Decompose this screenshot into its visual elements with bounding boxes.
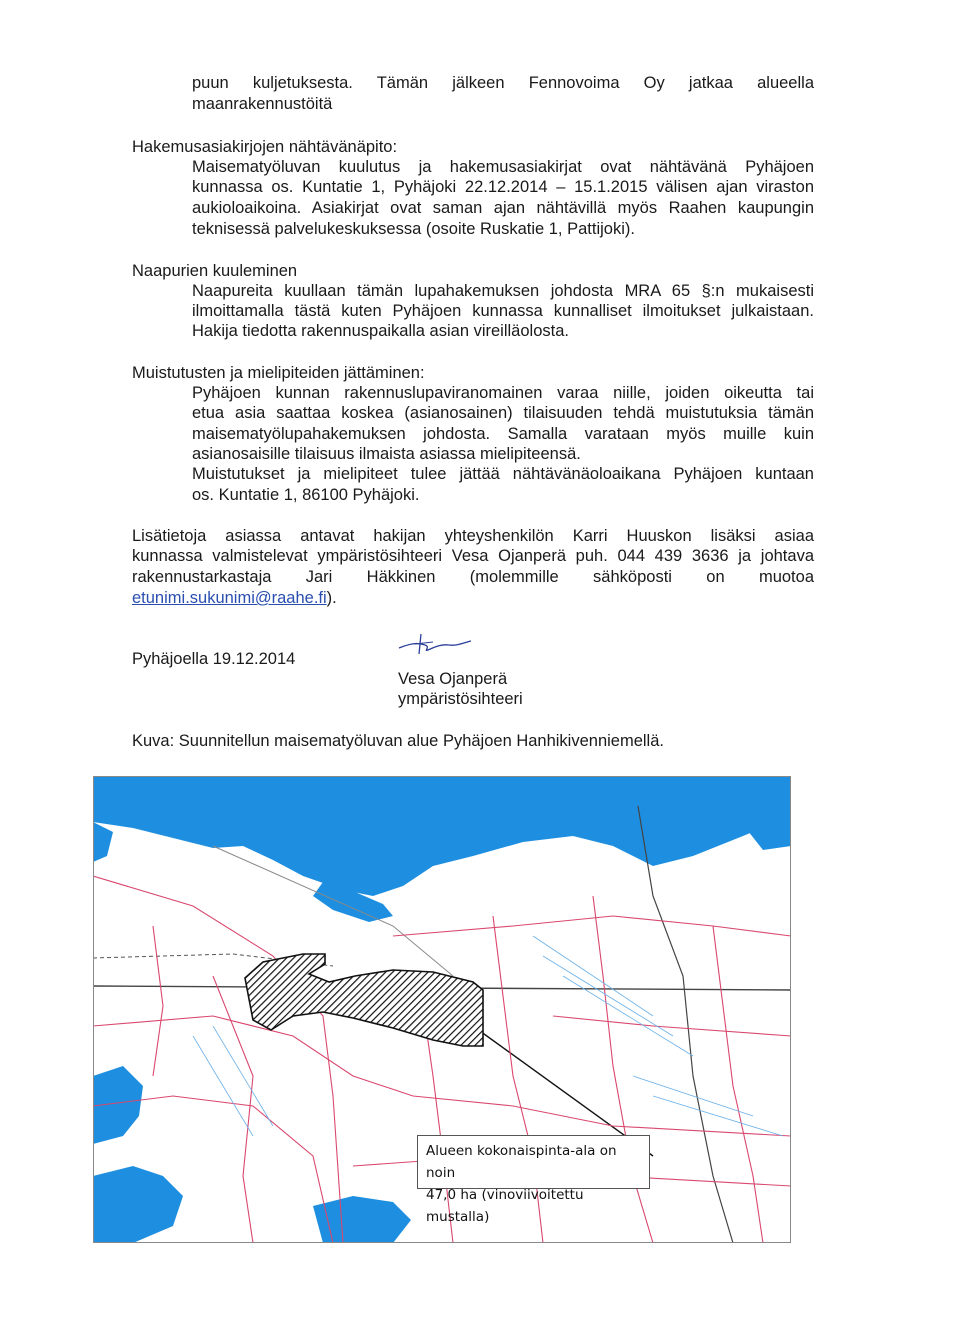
figure-caption: Kuva: Suunnitellun maisematyöluvan alue Pyhäjoen Hanhikivenniemellä. <box>132 732 664 750</box>
lisatietoja-line-1: Lisätietoja asiassa antavat hakijan yhteyshenkilön Karri Huuskon lisäksi asiaa <box>132 527 814 545</box>
naapurit-line-3: Hakija tiedotta rakennuspaikalla asian vireilläolosta. <box>192 322 569 340</box>
muistutukset-line-2: etua asia saattaa koskea (asianosainen) tilaisuuden tehdä muistutuksia tämän <box>192 404 814 422</box>
lisatietoja-line-3: rakennustarkastaja Jari Häkkinen (molemmille sähköposti on muotoa <box>132 568 814 586</box>
muistutukset-line-3: maisematyölupahakemuksen johdosta. Samalla varataan myös muille kuin <box>192 425 814 443</box>
nahtavana-heading: Hakemusasiakirjojen nähtävänäpito: <box>132 138 398 156</box>
signer-title: ympäristösihteeri <box>398 690 523 708</box>
muistutukset-line-4: asianosaisille tilaisuus ilmaista asiassa mielipiteensä. <box>192 445 581 463</box>
email-suffix: ). <box>326 589 337 607</box>
nahtavana-line-3: aukioloaikoina. Asiakirjat ovat saman ajan nähtävillä myös Raahen kaupungin <box>192 199 814 217</box>
lisatietoja-line-4 <box>132 588 814 609</box>
lisatietoja-line-2: kunnassa valmistelevat ympäristösihteeri Vesa Ojanperä puh. 044 439 3636 ja johtava <box>132 547 814 565</box>
sea-area <box>93 776 791 896</box>
email-link[interactable]: etunimi.sukunimi@raahe.fi <box>132 589 327 607</box>
legend-line-1: Alueen kokonaispinta-ala on noin <box>426 1143 617 1181</box>
nahtavana-line-2: kunnassa os. Kuntatie 1, Pyhäjoki 22.12.2014 – 15.1.2015 välisen ajan viraston <box>192 178 814 196</box>
handwritten-signature <box>395 628 475 658</box>
signer-name: Vesa Ojanperä <box>398 670 508 688</box>
muistutukset-line-6: os. Kuntatie 1, 86100 Pyhäjoki. <box>192 486 420 504</box>
muistutukset-line-1: Pyhäjoen kunnan rakennuslupaviranomainen varaa niille, joiden oikeutta tai <box>192 384 814 402</box>
intro-line-1: puun kuljetuksesta. Tämän jälkeen Fennovoima Oy jatkaa alueella <box>192 74 814 92</box>
muistutukset-heading: Muistutusten ja mielipiteiden jättäminen: <box>132 364 425 382</box>
place-date: Pyhäjoella 19.12.2014 <box>132 650 296 668</box>
naapurit-line-1: Naapureita kuullaan tämän lupahakemuksen johdosta MRA 65 §:n mukaisesti <box>192 282 814 300</box>
nahtavana-line-1: Maisematyöluvan kuulutus ja hakemusasiakirjat ovat nähtävänä Pyhäjoen <box>192 158 814 176</box>
intro-line-2: maanrakennustöitä <box>192 95 333 113</box>
naapurit-line-2: ilmoittamalla tästä kuten Pyhäjoen kunnassa kunnalliset ilmoitukset julkaistaan. <box>192 302 814 320</box>
legend-line-2: 47,0 ha (vinoviivoitettu mustalla) <box>426 1187 584 1225</box>
project-area-hatched <box>245 954 483 1046</box>
map-legend-box <box>417 1135 650 1225</box>
muistutukset-line-5: Muistutukset ja mielipiteet tulee jättää nähtävänäoloaikana Pyhäjoen kuntaan <box>192 465 814 483</box>
nahtavana-line-4: teknisessä palvelukeskuksessa (osoite Ruskatie 1, Pattijoki). <box>192 220 635 238</box>
naapurit-heading: Naapurien kuuleminen <box>132 262 298 280</box>
